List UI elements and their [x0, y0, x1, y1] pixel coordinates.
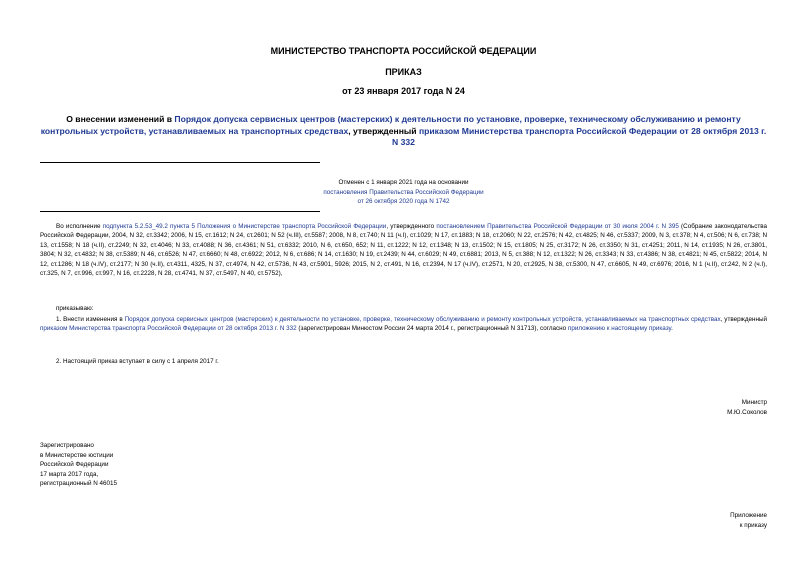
title-link-order[interactable]: приказом Министерства транспорта Российской Федерации от 28 октября 2013 г. N 332: [392, 125, 767, 147]
item1-text-4: .: [671, 325, 673, 333]
appendix-block: [730, 511, 767, 530]
preamble-paragraph: [40, 222, 767, 278]
orders-label: приказываю:: [56, 305, 94, 312]
registration-line-2: в Министерстве юстиции: [40, 451, 114, 459]
registration-line-1: Зарегистрировано: [40, 442, 94, 449]
document-title: [40, 114, 767, 149]
item1-link-procedure[interactable]: Порядок допуска сервисных центров (мастерских) к деятельности по установке, проверке, техническому обслуживанию и ремонту контрольных устройств, устанавливаемых на транспортных средствах: [124, 316, 721, 323]
cancel-note-link-date[interactable]: от 26 октября 2020 года N 1742: [357, 198, 450, 205]
signature-block: [727, 398, 767, 417]
doc-date-number: от 23 января 2017 года N 24: [342, 86, 465, 96]
registration-line-3: Российской Федерации: [40, 461, 109, 468]
preamble-link-regulation[interactable]: подпункта 5.2.53_49.2 пункта 5 Положения о Министерстве транспорта Российской Федерации: [102, 223, 387, 230]
preamble-text-2: , утвержденного: [386, 223, 437, 230]
item1-text-1: 1. Внести изменения в: [56, 316, 125, 323]
preamble-text-3: (Собрание законодательства Российской Федерации, 2004, N 32, ст.3342; 2006, N 15, ст.1612; N 24, ст.2601; N 52 (ч.III), ст.5587; 2008, N 8, ст.740; N 11 (ч.I), ст.1029; N 17, ст.1883; N 18, ст.2060; N 22, ст.2576; N 42, ст.4825; N 46, ст.5337; 2009, N 3, ст.378; N 4, ст.506; N 6, ст.738; N 13, ст.1558; N 18 (ч.II), ст.2249; N 32, ст.4046; N 33, ст.4088; N 36, ст.4361; N 51, ст.6332; 2010, N 6, ст.650, 652; N 11, ст.1222; N 12, ст.1348; N 13, ст.1502; N 15, ст.1805; N 25, ст.3172; N 26, ст.3350; N 31, ст.4251; 2011, N 14, ст.1935; N 26, ст.3801, 3804; N 32, ст.4832; N 38, ст.5389; N 46, ст.6526; N 47, ст.6660; N 48, ст.6922; 2012, N 6, ст.686; N 14, ст.1630; N 19, ст.2439; N 44, ст.6029; N 49, ст.6881; 2013, N 5, ст.388; N 12, ст.1322; N 26, ст.3343; N 33, ст.4386; N 38, ст.4821; N 45, ст.5822; 2014, N 12, ст.1286; N 18 (ч.IV), ст.2177; N 30 (ч.II), ст.4311, 4325, N 37, ст.4974, N 42, ст.5736, N 43, ст.5901, 5926; 2015, N 2, ст.491, N 16, ст.2394, N 17 (ч.IV), ст.2571, N 20, ст.2925, N 38, ст.5300, N 47, ст.6605, N 49, ст.6976; 2016, N 1 (ч.II), ст.242, N 2 (ч.I), ст.325, N 7, ст.996, ст.997, N 16, ст.2228, N 28, ст.4741, N 37, ст.5497, N 40, ст.5752),: [40, 223, 767, 278]
cancel-note: [240, 178, 567, 207]
cancel-note-text: Отменен с 1 января 2021 года на основании: [338, 179, 469, 186]
item1-link-appendix[interactable]: приложению к настоящему приказу: [567, 325, 672, 333]
signature-name: М.Ю.Соколов: [727, 408, 767, 416]
item1-text-3: (зарегистрирован Минюстом России 24 марта 2014 г., регистрационный N 31713), согласно: [296, 325, 568, 333]
item1-link-order[interactable]: приказом Министерства транспорта Российской Федерации от 28 октября 2013 г. N 332: [40, 325, 297, 333]
doc-type-heading: ПРИКАЗ: [385, 67, 422, 77]
title-link-procedure[interactable]: Порядок допуска сервисных центров (мастерских) к деятельности по установке, проверке, техническому обслуживанию и ремонту контрольных устройств, устанавливаемых на транспортных средствах: [40, 114, 741, 136]
divider-top: [40, 162, 320, 163]
divider-bottom: [40, 211, 320, 212]
title-middle: , утвержденный: [348, 125, 419, 136]
preamble-link-resolution[interactable]: постановлением Правительства Российской Федерации от 30 июля 2004 г. N 395: [436, 223, 679, 230]
cancel-note-link-resolution[interactable]: постановления Правительства Российской Федерации: [323, 188, 484, 196]
appendix-line-1: Приложение: [730, 512, 767, 519]
registration-block: [40, 441, 117, 489]
title-prefix: О внесении изменений в: [66, 114, 175, 124]
item1-text-2: , утвержденный: [720, 316, 767, 323]
signature-position: Министр: [741, 399, 767, 406]
ministry-heading: МИНИСТЕРСТВО ТРАНСПОРТА РОССИЙСКОЙ ФЕДЕРАЦИИ: [270, 46, 537, 56]
order-item-2: 2. Настоящий приказ вступает в силу с 1 апреля 2017 г.: [56, 358, 219, 365]
order-item-1: [40, 315, 767, 334]
registration-line-4: 17 марта 2017 года,: [40, 470, 99, 478]
preamble-text-1: Во исполнение: [56, 223, 103, 230]
registration-line-5: регистрационный N 46015: [40, 480, 118, 487]
appendix-line-2: к приказу: [739, 521, 767, 529]
